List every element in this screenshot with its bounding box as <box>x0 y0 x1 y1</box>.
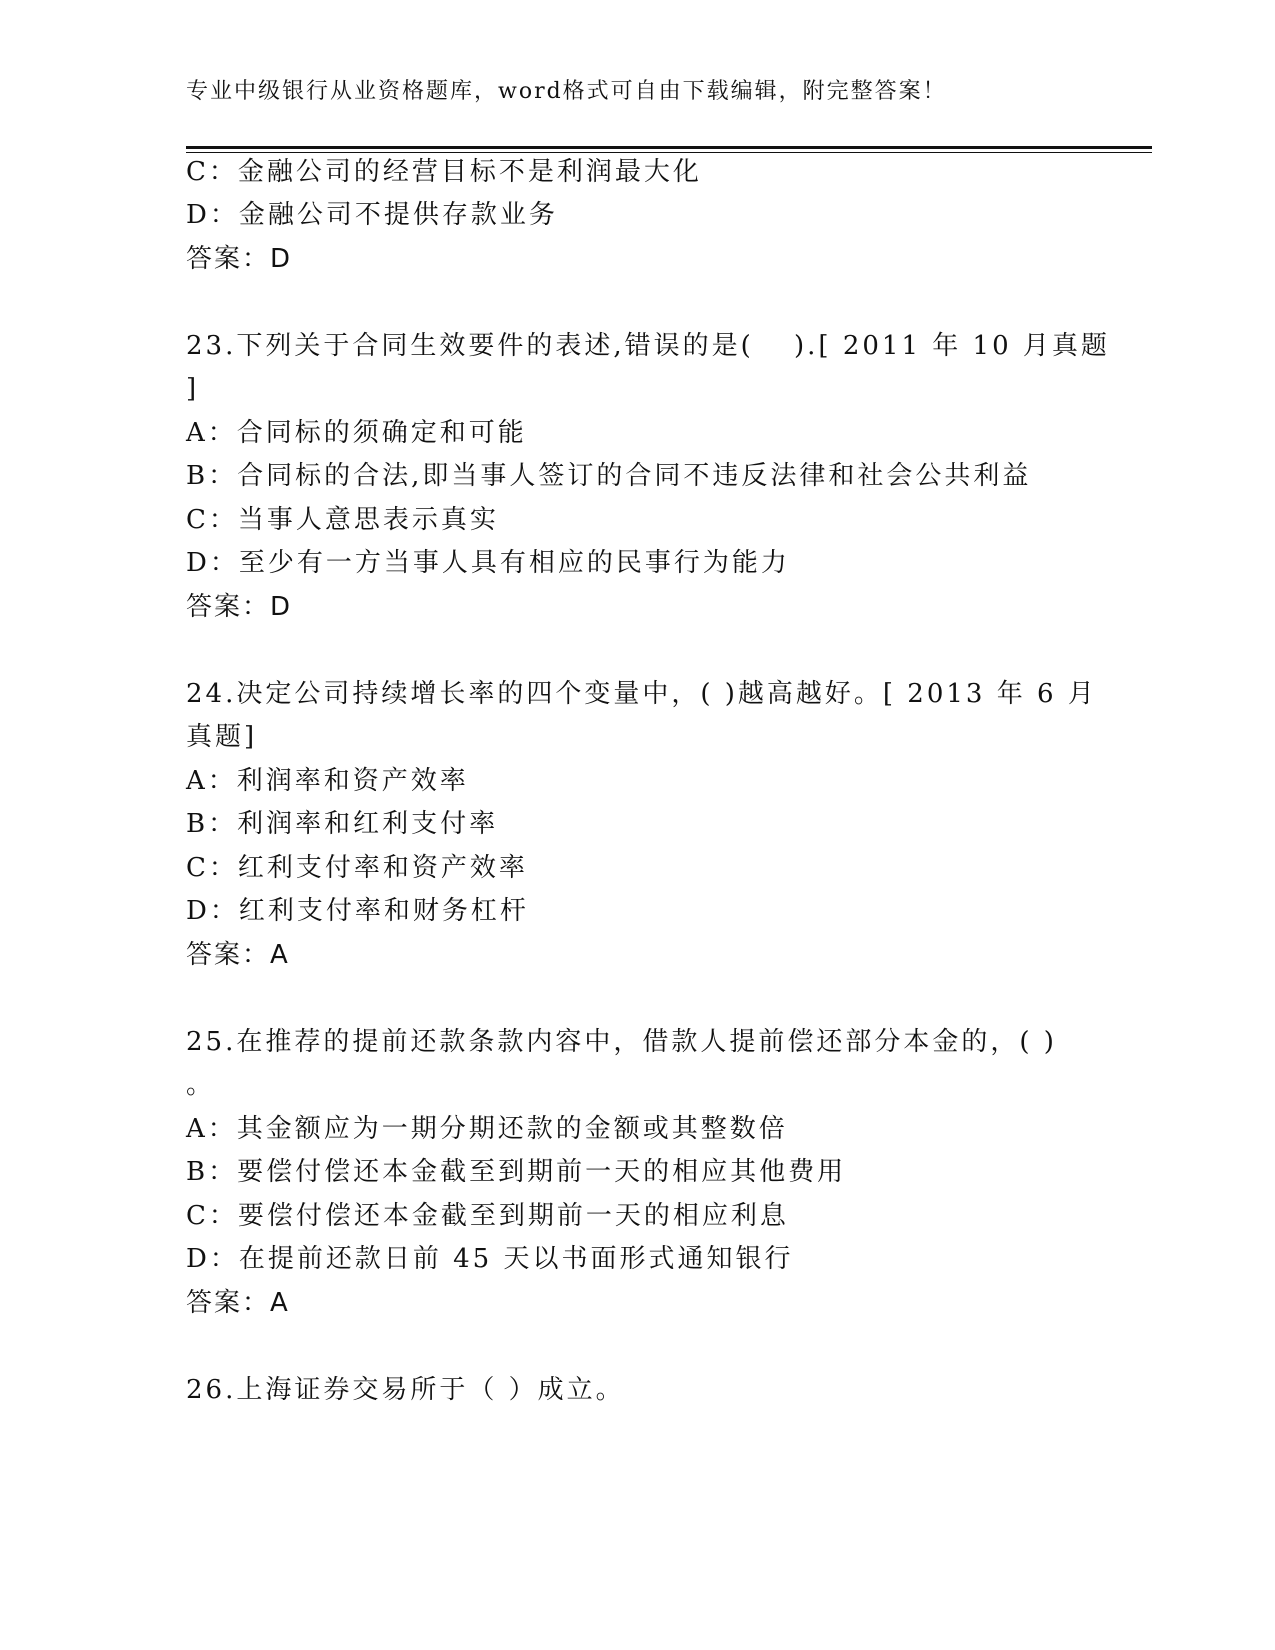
prev-option-d: D：金融公司不提供存款业务 <box>186 200 558 230</box>
prev-answer: 答案：D <box>186 244 293 274</box>
q24-stem-line1: 24.决定公司持续增长率的四个变量中，( )越高越好。[ 2013 年 6 月 <box>186 679 1097 709</box>
q25-option-a: A：其金额应为一期分期还款的金额或其整数倍 <box>186 1114 788 1144</box>
q25-answer: 答案：A <box>186 1288 290 1318</box>
q23-answer: 答案：D <box>186 592 293 622</box>
q25-stem-line1: 25.在推荐的提前还款条款内容中，借款人提前偿还部分本金的，( ) <box>186 1027 1057 1057</box>
q24-stem-line2: 真题] <box>186 722 258 752</box>
header-rule-thin <box>186 152 1152 153</box>
q24-option-d: D：红利支付率和财务杠杆 <box>186 896 529 926</box>
q24-option-c: C：红利支付率和资产效率 <box>186 853 528 883</box>
prev-option-c: C：金融公司的经营目标不是利润最大化 <box>186 157 702 187</box>
q25-option-d: D：在提前还款日前 45 天以书面形式通知银行 <box>186 1244 794 1274</box>
q25-stem-line2: 。 <box>186 1070 216 1100</box>
q24-answer: 答案：A <box>186 940 290 970</box>
q25-option-c: C：要偿付偿还本金截至到期前一天的相应利息 <box>186 1201 789 1231</box>
page-header: 专业中级银行从业资格题库，word格式可自由下载编辑，附完整答案！ <box>186 79 947 104</box>
q23-option-b: B：合同标的合法,即当事人签订的合同不违反法律和社会公共利益 <box>186 461 1032 491</box>
q23-stem-line2: ] <box>186 374 200 404</box>
q24-option-b: B：利润率和红利支付率 <box>186 809 499 839</box>
q24-option-a: A：利润率和资产效率 <box>186 766 469 796</box>
q25-option-b: B：要偿付偿还本金截至到期前一天的相应其他费用 <box>186 1157 847 1187</box>
header-rule-thick <box>186 146 1152 149</box>
q23-option-a: A：合同标的须确定和可能 <box>186 418 527 448</box>
q26-stem-line1: 26.上海证券交易所于（ ）成立。 <box>186 1375 625 1405</box>
q23-option-c: C：当事人意思表示真实 <box>186 505 499 535</box>
q23-option-d: D：至少有一方当事人具有相应的民事行为能力 <box>186 548 790 578</box>
q23-stem-line1: 23.下列关于合同生效要件的表述,错误的是( ).[ 2011 年 10 月真题 <box>186 331 1110 361</box>
